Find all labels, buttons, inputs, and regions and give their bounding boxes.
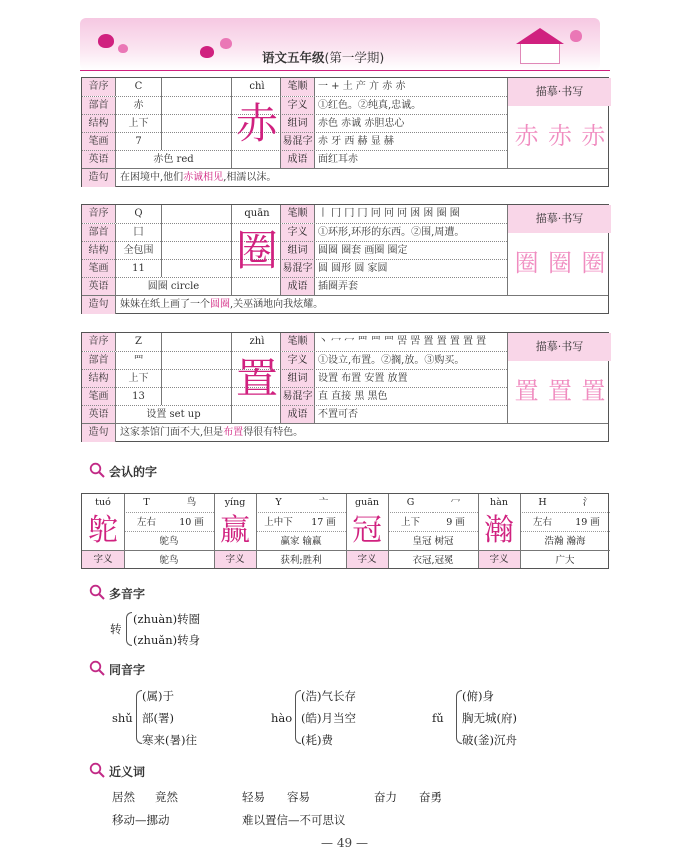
recognize-label: 字义: [478, 550, 520, 568]
homophone-pinyin: hào: [271, 711, 293, 725]
recognize-yinxu: Y: [275, 497, 282, 508]
trace-char: 圈: [547, 248, 572, 277]
card-value-bishun: 丶 冖 冖 罒 罒 罒 罟 罟 置 置 置 置 置: [318, 336, 487, 347]
recognize-ziyi: 鸵鸟: [124, 550, 214, 569]
card-label: 笔顺: [281, 78, 315, 96]
card-value-bushou: 囗: [133, 227, 144, 238]
cell-divider: [214, 494, 215, 568]
recognize-jiegou: 上中下: [256, 512, 301, 531]
card-value-yihunzi: 赤 牙 西 赫 显 赫: [318, 136, 394, 147]
example-sentence: 在困境中,他们赤诚相见,相濡以沫。: [120, 172, 277, 183]
card-label: 部首: [82, 97, 116, 115]
recognize-jiegou: 左右: [520, 512, 565, 531]
recognize-jiegou: 上下: [388, 512, 433, 531]
recognize-pinyin: tuó: [95, 497, 111, 508]
card-label: 成语: [281, 151, 315, 169]
recognize-zuci: 鸵鸟: [124, 531, 214, 550]
card-char: 圈: [235, 226, 278, 275]
example-sentence-row: [82, 168, 608, 186]
brace: [126, 612, 132, 646]
card-label: 笔画: [82, 388, 116, 406]
recognize-zuci: 浩瀚 瀚海: [520, 531, 610, 550]
card-pinyin: quān: [244, 208, 270, 219]
homophone-word: (俯)身: [462, 689, 494, 703]
example-sentence: 妹妹在纸上画了一个圆圈,关巫涵地向我炫耀。: [120, 299, 324, 310]
cell-divider: [256, 494, 257, 568]
card-label: 结构: [82, 115, 116, 133]
trace-char: 置: [547, 376, 572, 405]
homophone-word: 部(署): [142, 711, 174, 725]
cell-divider: [161, 205, 162, 277]
trace-char: 置: [581, 376, 606, 405]
homophone-word: 破(釜)沉舟: [462, 733, 517, 747]
card-value-yihunzi: 直 直接 黑 黑色: [318, 391, 388, 402]
card-value-bihua: 13: [132, 391, 145, 402]
card-label: 音序: [82, 78, 116, 96]
synonym-pair: 难以置信—不可思议: [242, 813, 346, 827]
flower-decoration-icon: [118, 44, 128, 53]
recognize-label: 字义: [214, 550, 256, 568]
recognize-group: [346, 494, 478, 568]
recognize-group: [214, 494, 346, 568]
card-value-bihua: 7: [135, 136, 142, 147]
trace-char: 赤: [581, 121, 606, 150]
trace-char: 圈: [514, 248, 539, 277]
recognize-pinyin: yíng: [224, 497, 246, 508]
header-divider: [80, 70, 610, 71]
cell-divider: [346, 494, 347, 568]
synonym-word: 容易: [287, 790, 310, 804]
synonym-word: 奋勇: [419, 790, 442, 804]
character-card-quan: [81, 204, 609, 314]
recognize-table: [81, 493, 609, 569]
card-value-jiegou: 上下: [128, 118, 149, 129]
card-label: 音序: [82, 333, 116, 351]
card-label: 英语: [82, 406, 116, 424]
card-label: 组词: [281, 370, 315, 388]
trace-write-area: [507, 78, 610, 168]
card-char: 赤: [235, 99, 278, 148]
big-char-cell: [231, 333, 281, 423]
card-label: 笔顺: [281, 205, 315, 223]
trace-char: 置: [514, 376, 539, 405]
card-value-chengyu: 面红耳赤: [318, 154, 358, 165]
card-label: 成语: [281, 278, 315, 296]
recognize-bihua: 19 画: [565, 512, 610, 531]
recognize-jiegou: 左右: [124, 512, 169, 531]
homophone-word: (耗)费: [301, 733, 333, 747]
card-value-english: 设置 set up: [146, 409, 201, 420]
cell-divider: [161, 78, 162, 150]
recognize-char: 冠: [352, 513, 382, 548]
recognize-group: [478, 494, 610, 568]
card-label: 造句: [82, 296, 116, 314]
card-label: 英语: [82, 278, 116, 296]
card-label: 字义: [281, 97, 315, 115]
card-value-bishun: 一 + 土 产 亣 赤 赤: [318, 81, 406, 92]
homophone-pinyin: shǔ: [112, 711, 133, 725]
example-sentence: 这家茶馆门面不大,但是布置得很有特色。: [120, 427, 304, 438]
card-pinyin: chì: [249, 81, 265, 92]
polyphone-char: 转: [110, 622, 122, 636]
card-value-english: 赤色 red: [153, 154, 194, 165]
character-card-chi: [81, 77, 609, 187]
polyphone-reading: (zhuǎn)转身: [133, 633, 201, 647]
homophone-word: 寒来(暑)往: [142, 733, 197, 747]
card-label: 笔顺: [281, 333, 315, 351]
card-char: 置: [235, 354, 278, 403]
card-label: 笔画: [82, 133, 116, 151]
card-label: 部首: [82, 352, 116, 370]
trace-write-title: 描摹·书写: [508, 78, 611, 106]
flower-decoration-icon: [200, 46, 214, 58]
flower-decoration-icon: [570, 30, 582, 42]
card-value-english: 圆圈 circle: [147, 281, 200, 292]
card-label: 易混字: [281, 260, 315, 278]
card-label: 组词: [281, 115, 315, 133]
trace-write-title: 描摹·书写: [508, 205, 611, 233]
card-label: 音序: [82, 205, 116, 223]
magnifier-icon: [89, 762, 105, 778]
card-value-zuci: 圆圈 圈套 画圈 圈定: [318, 245, 408, 256]
recognize-label: 字义: [82, 550, 124, 568]
card-value-yihunzi: 圆 圆形 圆 家圆: [318, 263, 388, 274]
card-label: 造句: [82, 169, 116, 187]
recognize-char: 鸵: [88, 513, 118, 548]
recognize-zuci: 皇冠 树冠: [388, 531, 478, 550]
recognize-group: [82, 494, 214, 568]
cell-divider: [520, 494, 521, 568]
example-sentence-row: [82, 423, 608, 441]
card-label: 字义: [281, 224, 315, 242]
recognize-char: 赢: [220, 513, 250, 548]
synonym-word: 奋力: [374, 790, 397, 804]
flower-decoration-icon: [220, 38, 232, 49]
card-label: 易混字: [281, 388, 315, 406]
trace-char: 圈: [581, 248, 606, 277]
card-label: 结构: [82, 370, 116, 388]
synonym-word: 轻易: [242, 790, 265, 804]
recognize-bushou: 氵: [582, 497, 593, 508]
card-value-chengyu: 插圈弄套: [318, 281, 358, 292]
recognize-pinyin: hàn: [490, 497, 508, 508]
card-label: 结构: [82, 242, 116, 260]
card-value-bushou: 赤: [133, 100, 144, 111]
recognize-yinxu: G: [406, 497, 415, 508]
trace-char: 赤: [514, 121, 539, 150]
recognize-bushou: 鸟: [186, 497, 197, 508]
example-sentence-row: [82, 295, 608, 313]
cell-divider: [161, 333, 162, 405]
cell-divider: [388, 494, 389, 568]
card-value-jiegou: 上下: [128, 373, 149, 384]
card-value-bihua: 11: [132, 263, 145, 274]
recognize-pinyin: guān: [355, 497, 379, 508]
page-title: 语文五年级(第一学期): [262, 50, 385, 65]
recognize-label: 字义: [346, 550, 388, 568]
recognize-bihua: 9 画: [433, 512, 478, 531]
card-label: 组词: [281, 242, 315, 260]
card-label: 部首: [82, 224, 116, 242]
cell-divider: [478, 494, 479, 568]
trace-char: 赤: [547, 121, 572, 150]
card-pinyin: zhì: [249, 336, 265, 347]
recognize-bushou: 亠: [318, 497, 329, 508]
page-header: [80, 18, 600, 70]
recognize-bushou: 冖: [450, 497, 461, 508]
big-char-cell: [231, 205, 281, 295]
recognize-yinxu: H: [538, 497, 547, 508]
homophone-word: (浩)气长存: [301, 689, 356, 703]
polyphone-reading: (zhuàn)转圈: [133, 612, 201, 626]
trace-write-area: [507, 205, 610, 295]
card-label: 字义: [281, 352, 315, 370]
synonym-word: 居然: [112, 790, 135, 804]
character-card-zhi: [81, 332, 609, 442]
card-value-zuci: 设置 布置 安置 放置: [318, 373, 408, 384]
big-char-cell: [231, 78, 281, 168]
recognize-ziyi: 广大: [520, 550, 610, 569]
homophone-pinyin: fǔ: [432, 711, 444, 725]
card-value-chengyu: 不置可否: [318, 409, 358, 420]
homophone-word: (属)于: [142, 689, 174, 703]
flower-decoration-icon: [98, 34, 114, 48]
card-label: 英语: [82, 151, 116, 169]
card-value-yinxu: Q: [134, 208, 143, 219]
recognize-ziyi: 衣冠,冠冕: [388, 550, 478, 569]
card-value-yinxu: C: [134, 81, 143, 92]
recognize-zuci: 赢家 输赢: [256, 531, 346, 550]
synonym-word: 竟然: [155, 790, 178, 804]
recognize-ziyi: 获利;胜利: [256, 550, 346, 569]
card-label: 成语: [281, 406, 315, 424]
cell-divider: [124, 494, 125, 568]
trace-write-area: [507, 333, 610, 423]
magnifier-icon: [89, 462, 105, 478]
card-value-ziyi: ①环形,环形的东西。②围,周遭。: [318, 227, 465, 238]
card-value-zuci: 赤色 赤诚 赤胆忠心: [318, 118, 405, 129]
homophone-word: (皓)月当空: [301, 711, 356, 725]
trace-write-title: 描摹·书写: [508, 333, 611, 361]
magnifier-icon: [89, 660, 105, 676]
card-label: 笔画: [82, 260, 116, 278]
card-value-jiegou: 全包围: [123, 245, 154, 256]
recognize-bihua: 17 画: [301, 512, 346, 531]
recognize-bihua: 10 画: [169, 512, 214, 531]
card-value-yinxu: Z: [135, 336, 142, 347]
magnifier-icon: [89, 584, 105, 600]
recognize-char: 瀚: [484, 513, 514, 548]
card-value-ziyi: ①设立,布置。②搁,放。③购买。: [318, 355, 465, 366]
card-value-bushou: 罒: [133, 355, 144, 366]
card-value-bishun: 丨 冂 冂 冂 冋 冋 冋 囦 囦 圈 圈: [318, 208, 460, 219]
page-number: — 49 —: [321, 836, 368, 850]
card-value-ziyi: ①红色。②纯真,忠诚。: [318, 100, 422, 111]
card-label: 易混字: [281, 133, 315, 151]
synonym-pair: 移动—挪动: [112, 813, 170, 827]
card-label: 造句: [82, 424, 116, 442]
homophone-word: 胸无城(府): [462, 711, 517, 725]
house-icon: [520, 34, 564, 66]
recognize-yinxu: T: [143, 497, 150, 508]
